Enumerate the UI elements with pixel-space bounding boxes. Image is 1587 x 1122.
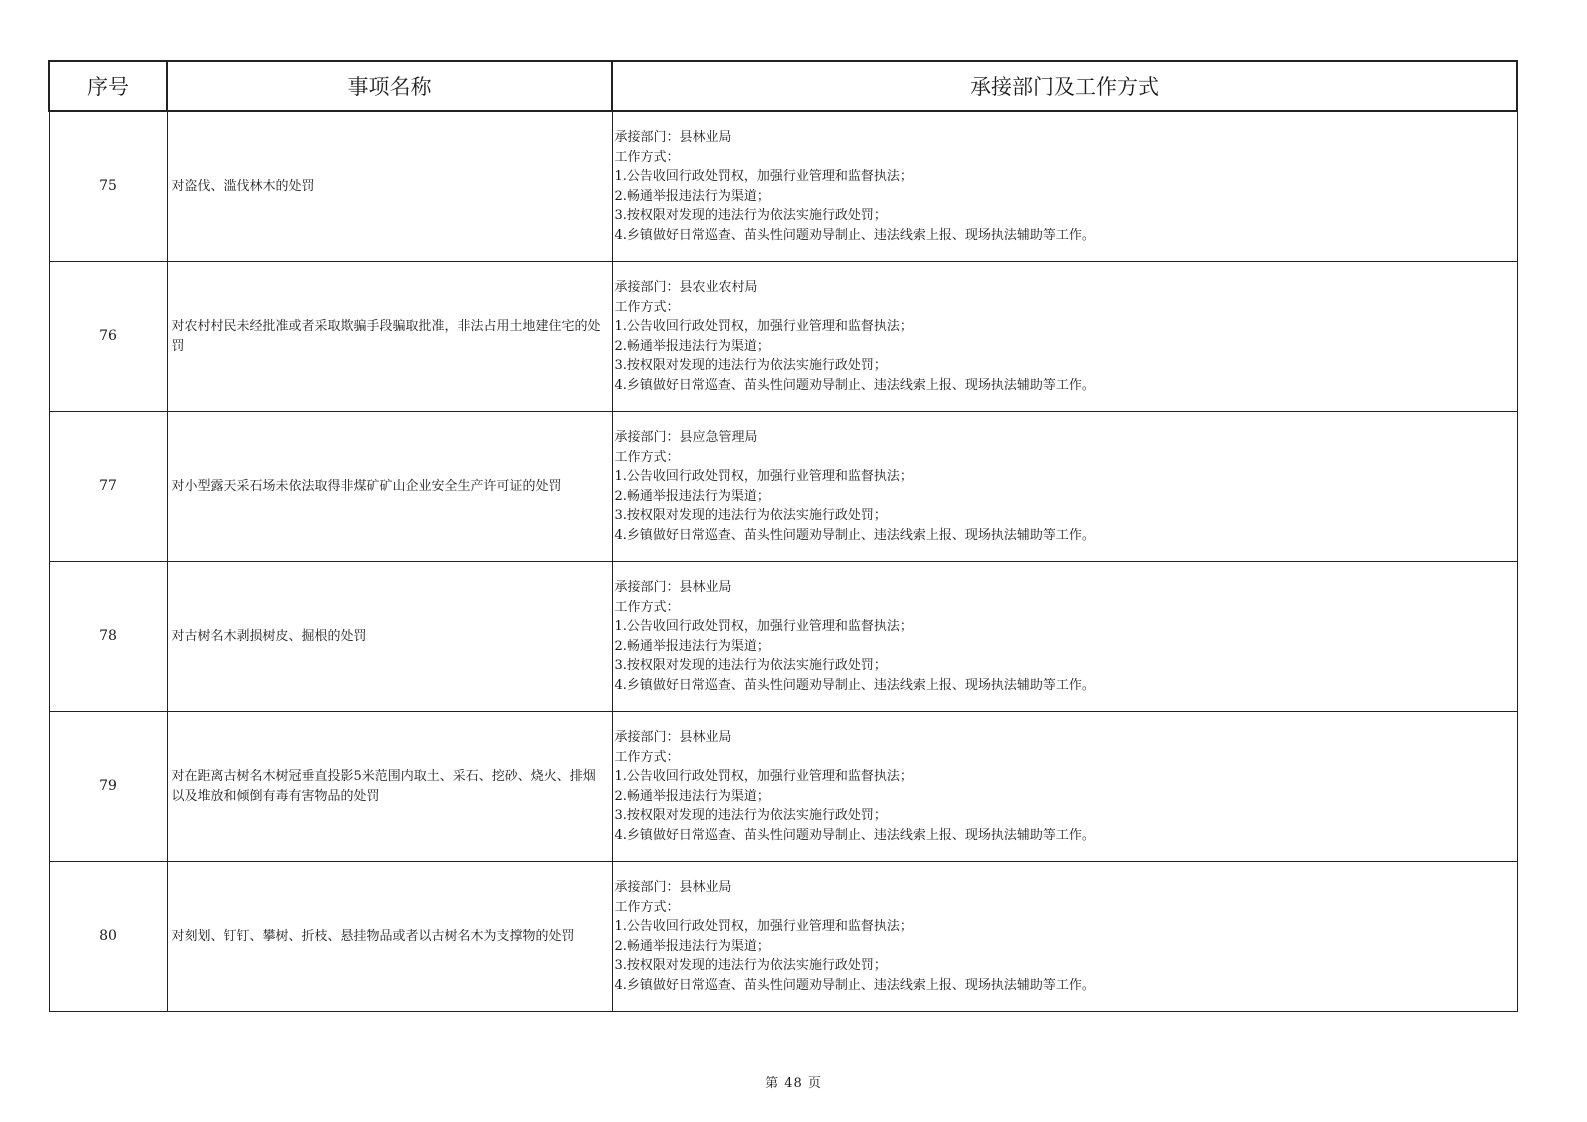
method-label: 工作方式：	[614, 149, 680, 165]
row-serial-number: 79	[49, 712, 167, 862]
method-step: 2.畅通举报违法行为渠道；	[614, 788, 770, 804]
method-step: 4.乡镇做好日常巡查、苗头性问题劝导制止、违法线索上报、现场执法辅助等工作。	[614, 827, 1095, 843]
row-serial-number: 80	[49, 862, 167, 1012]
table-row	[49, 111, 1517, 262]
department-line: 承接部门：县林业局	[614, 730, 732, 745]
method-step: 1.公告收回行政处罚权，加强行业管理和监督执法；	[614, 319, 913, 334]
matters-table	[48, 60, 1518, 1012]
method-step: 4.乡镇做好日常巡查、苗头性问题劝导制止、违法线索上报、现场执法辅助等工作。	[614, 527, 1095, 543]
department-line: 承接部门：县林业局	[614, 130, 732, 145]
method-label: 工作方式：	[614, 899, 680, 915]
method-step: 2.畅通举报违法行为渠道；	[614, 638, 770, 654]
row-item-name: 对小型露天采石场未依法取得非煤矿矿山企业安全生产许可证的处罚	[167, 412, 612, 562]
header-serial-number: 序号	[49, 61, 167, 111]
row-department-method	[612, 862, 1517, 1012]
table-header-row	[49, 61, 1517, 111]
document-table-sheet	[48, 60, 1516, 1012]
row-serial-number: 77	[49, 412, 167, 562]
method-step: 3.按权限对发现的违法行为依法实施行政处罚；	[614, 358, 887, 373]
method-step: 1.公告收回行政处罚权，加强行业管理和监督执法；	[614, 769, 913, 784]
row-department-method	[612, 412, 1517, 562]
method-step: 1.公告收回行政处罚权，加强行业管理和监督执法；	[614, 619, 913, 634]
department-line: 承接部门：县林业局	[614, 580, 732, 595]
row-department-method	[612, 562, 1517, 712]
method-step: 4.乡镇做好日常巡查、苗头性问题劝导制止、违法线索上报、现场执法辅助等工作。	[614, 977, 1095, 993]
row-serial-number: 75	[49, 111, 167, 262]
method-step: 3.按权限对发现的违法行为依法实施行政处罚；	[614, 508, 887, 523]
method-step: 4.乡镇做好日常巡查、苗头性问题劝导制止、违法线索上报、现场执法辅助等工作。	[614, 227, 1095, 243]
method-step: 2.畅通举报违法行为渠道；	[614, 938, 770, 954]
method-step: 1.公告收回行政处罚权，加强行业管理和监督执法；	[614, 919, 913, 934]
method-step: 2.畅通举报违法行为渠道；	[614, 488, 770, 504]
method-step: 3.按权限对发现的违法行为依法实施行政处罚；	[614, 958, 887, 973]
row-item-name: 对古树名木剥损树皮、掘根的处罚	[167, 562, 612, 712]
method-step: 4.乡镇做好日常巡查、苗头性问题劝导制止、违法线索上报、现场执法辅助等工作。	[614, 677, 1095, 693]
row-serial-number: 76	[49, 262, 167, 412]
row-item-name: 对盗伐、滥伐林木的处罚	[167, 111, 612, 262]
method-label: 工作方式：	[614, 299, 680, 315]
header-item-name: 事项名称	[167, 61, 612, 111]
method-label: 工作方式：	[614, 449, 680, 465]
method-step: 3.按权限对发现的违法行为依法实施行政处罚；	[614, 808, 887, 823]
method-label: 工作方式：	[614, 599, 680, 615]
department-line: 承接部门：县林业局	[614, 880, 732, 895]
header-department-method: 承接部门及工作方式	[612, 61, 1517, 111]
department-line: 承接部门：县应急管理局	[614, 430, 758, 445]
method-step: 2.畅通举报违法行为渠道；	[614, 338, 770, 354]
row-item-name: 对在距离古树名木树冠垂直投影5米范围内取土、采石、挖砂、烧火、排烟以及堆放和倾倒有毒有害物品的处罚	[167, 712, 612, 862]
table-row	[49, 712, 1517, 862]
method-step: 1.公告收回行政处罚权，加强行业管理和监督执法；	[614, 169, 913, 184]
table-row	[49, 562, 1517, 712]
method-label: 工作方式：	[614, 749, 680, 765]
row-serial-number: 78	[49, 562, 167, 712]
table-row	[49, 862, 1517, 1012]
method-step: 2.畅通举报违法行为渠道；	[614, 188, 770, 204]
table-row	[49, 412, 1517, 562]
row-department-method	[612, 111, 1517, 262]
page-number: 第 48 页	[765, 1076, 822, 1091]
method-step: 4.乡镇做好日常巡查、苗头性问题劝导制止、违法线索上报、现场执法辅助等工作。	[614, 377, 1095, 393]
method-step: 3.按权限对发现的违法行为依法实施行政处罚；	[614, 658, 887, 673]
method-step: 1.公告收回行政处罚权，加强行业管理和监督执法；	[614, 469, 913, 484]
row-item-name: 对农村村民未经批准或者采取欺骗手段骗取批准，非法占用土地建住宅的处罚	[167, 262, 612, 412]
row-department-method	[612, 262, 1517, 412]
method-step: 3.按权限对发现的违法行为依法实施行政处罚；	[614, 208, 887, 223]
row-department-method	[612, 712, 1517, 862]
department-line: 承接部门：县农业农村局	[614, 280, 758, 295]
table-row	[49, 262, 1517, 412]
row-item-name: 对刻划、钉钉、攀树、折枝、悬挂物品或者以古树名木为支撑物的处罚	[167, 862, 612, 1012]
